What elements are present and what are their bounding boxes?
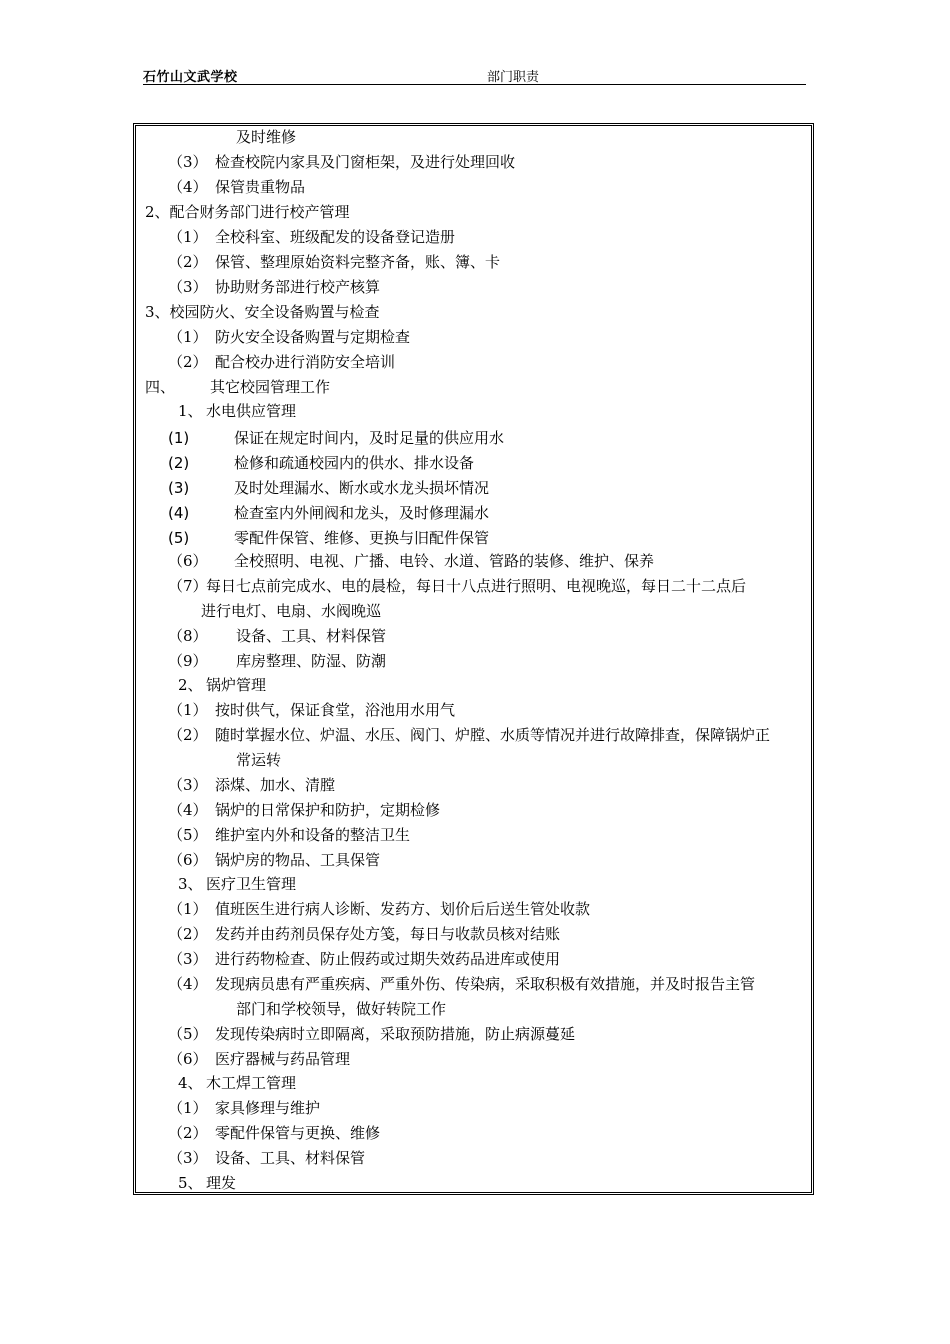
item-text: 木工焊工管理 bbox=[206, 1074, 297, 1092]
item-number: 1、 bbox=[178, 402, 203, 420]
item-number: 四、 bbox=[145, 378, 176, 396]
item-number: （2） bbox=[168, 353, 208, 371]
item-number: （4） bbox=[168, 801, 208, 819]
item-number: （6） bbox=[168, 1050, 208, 1068]
item-text: 值班医生进行病人诊断、发药方、划价后后送生管处收款 bbox=[215, 900, 591, 918]
item-text: 及时处理漏水、断水或水龙头损坏情况 bbox=[234, 479, 490, 497]
item-text: 零配件保管与更换、维修 bbox=[215, 1124, 381, 1142]
item-text: 理发 bbox=[206, 1174, 237, 1192]
item-number: （1） bbox=[168, 701, 208, 719]
item-text: 其它校园管理工作 bbox=[210, 378, 331, 396]
item-number: （6） bbox=[168, 851, 208, 869]
item-text: 3、校园防火、安全设备购置与检查 bbox=[145, 303, 380, 321]
item-number: （2） bbox=[168, 925, 208, 943]
item-text: 零配件保管、维修、更换与旧配件保管 bbox=[234, 529, 490, 547]
item-text: 医疗卫生管理 bbox=[206, 875, 297, 893]
header-dept-title: 部门职责 bbox=[487, 70, 540, 85]
item-text: 部门和学校领导，做好转院工作 bbox=[236, 1000, 447, 1018]
item-text: 发现传染病时立即隔离，采取预防措施，防止病源蔓延 bbox=[215, 1025, 576, 1043]
item-text: 随时掌握水位、炉温、水压、阀门、炉膛、水质等情况并进行故障排查，保障锅炉正 bbox=[215, 726, 771, 744]
item-text: 锅炉管理 bbox=[206, 676, 267, 694]
item-number: （1） bbox=[168, 1099, 208, 1117]
item-text: 全校科室、班级配发的设备登记造册 bbox=[215, 228, 456, 246]
item-text: 发现病员患有严重疾病、严重外伤、传染病，采取积极有效措施，并及时报告主管 bbox=[215, 975, 756, 993]
item-number: （3） bbox=[168, 950, 208, 968]
item-number: （3） bbox=[168, 1149, 208, 1167]
item-text: 库房整理、防湿、防潮 bbox=[236, 652, 387, 670]
item-text: 进行药物检查、防止假药或过期失效药品进库或使用 bbox=[215, 950, 561, 968]
item-text: 配合校办进行消防安全培训 bbox=[215, 353, 396, 371]
item-number: （1） bbox=[168, 900, 208, 918]
item-text: 检修和疏通校园内的供水、排水设备 bbox=[234, 454, 475, 472]
item-text: 全校照明、电视、广播、电铃、水道、管路的装修、维护、保养 bbox=[234, 552, 655, 570]
item-text: 及时维修 bbox=[236, 128, 297, 146]
item-text: 医疗器械与药品管理 bbox=[215, 1050, 351, 1068]
item-number: （3） bbox=[168, 776, 208, 794]
item-number: 3、 bbox=[178, 875, 203, 893]
item-text: 保管贵重物品 bbox=[215, 178, 306, 196]
item-text: 设备、工具、材料保管 bbox=[215, 1149, 366, 1167]
item-text: 锅炉的日常保护和防护，定期检修 bbox=[215, 801, 441, 819]
item-number: （4） bbox=[168, 178, 208, 196]
item-text: 每日七点前完成水、电的晨检，每日十八点进行照明、电视晚巡，每日二十二点后 bbox=[206, 577, 747, 595]
item-text: 设备、工具、材料保管 bbox=[236, 627, 387, 645]
item-number: (4) bbox=[168, 504, 190, 522]
item-number: （6） bbox=[168, 552, 208, 570]
item-number: （2） bbox=[168, 253, 208, 271]
item-text: 水电供应管理 bbox=[206, 402, 297, 420]
item-number: （3） bbox=[168, 278, 208, 296]
item-number: （2） bbox=[168, 1124, 208, 1142]
item-text: 添煤、加水、清膛 bbox=[215, 776, 336, 794]
item-number: （3） bbox=[168, 153, 208, 171]
item-text: 常运转 bbox=[236, 751, 282, 769]
item-text: 保管、整理原始资料完整齐备，账、簿、卡 bbox=[215, 253, 501, 271]
item-number: （4） bbox=[168, 975, 208, 993]
item-text: 2、配合财务部门进行校产管理 bbox=[145, 203, 350, 221]
item-number: （1） bbox=[168, 228, 208, 246]
item-number: （2） bbox=[168, 726, 208, 744]
item-number: （5） bbox=[168, 826, 208, 844]
item-text: 保证在规定时间内，及时足量的供应用水 bbox=[234, 429, 505, 447]
item-number: (2) bbox=[168, 454, 190, 472]
item-number: (5) bbox=[168, 529, 190, 547]
item-number: (3) bbox=[168, 479, 190, 497]
item-text: 维护室内外和设备的整洁卫生 bbox=[215, 826, 411, 844]
item-text: 按时供气，保证食堂，浴池用水用气 bbox=[215, 701, 456, 719]
item-number: （1） bbox=[168, 328, 208, 346]
item-number: 2、 bbox=[178, 676, 203, 694]
item-text: 发药并由药剂员保存处方笺，每日与收款员核对结账 bbox=[215, 925, 561, 943]
item-text: 检查室内外闸阀和龙头，及时修理漏水 bbox=[234, 504, 490, 522]
school-name: 石竹山文武学校 bbox=[143, 70, 238, 85]
item-text: 协助财务部进行校产核算 bbox=[215, 278, 381, 296]
item-text: 家具修理与维护 bbox=[215, 1099, 321, 1117]
item-number: (1) bbox=[168, 429, 190, 447]
item-number: （7） bbox=[168, 577, 208, 595]
item-text: 检查校院内家具及门窗柜架，及进行处理回收 bbox=[215, 153, 516, 171]
item-number: （9） bbox=[168, 652, 208, 670]
item-number: （5） bbox=[168, 1025, 208, 1043]
page-header bbox=[143, 64, 806, 85]
item-text: 锅炉房的物品、工具保管 bbox=[215, 851, 381, 869]
item-number: 5、 bbox=[178, 1174, 203, 1192]
item-text: 进行电灯、电扇、水阀晚巡 bbox=[201, 602, 382, 620]
item-number: 4、 bbox=[178, 1074, 203, 1092]
item-number: （8） bbox=[168, 627, 208, 645]
item-text: 防火安全设备购置与定期检查 bbox=[215, 328, 411, 346]
